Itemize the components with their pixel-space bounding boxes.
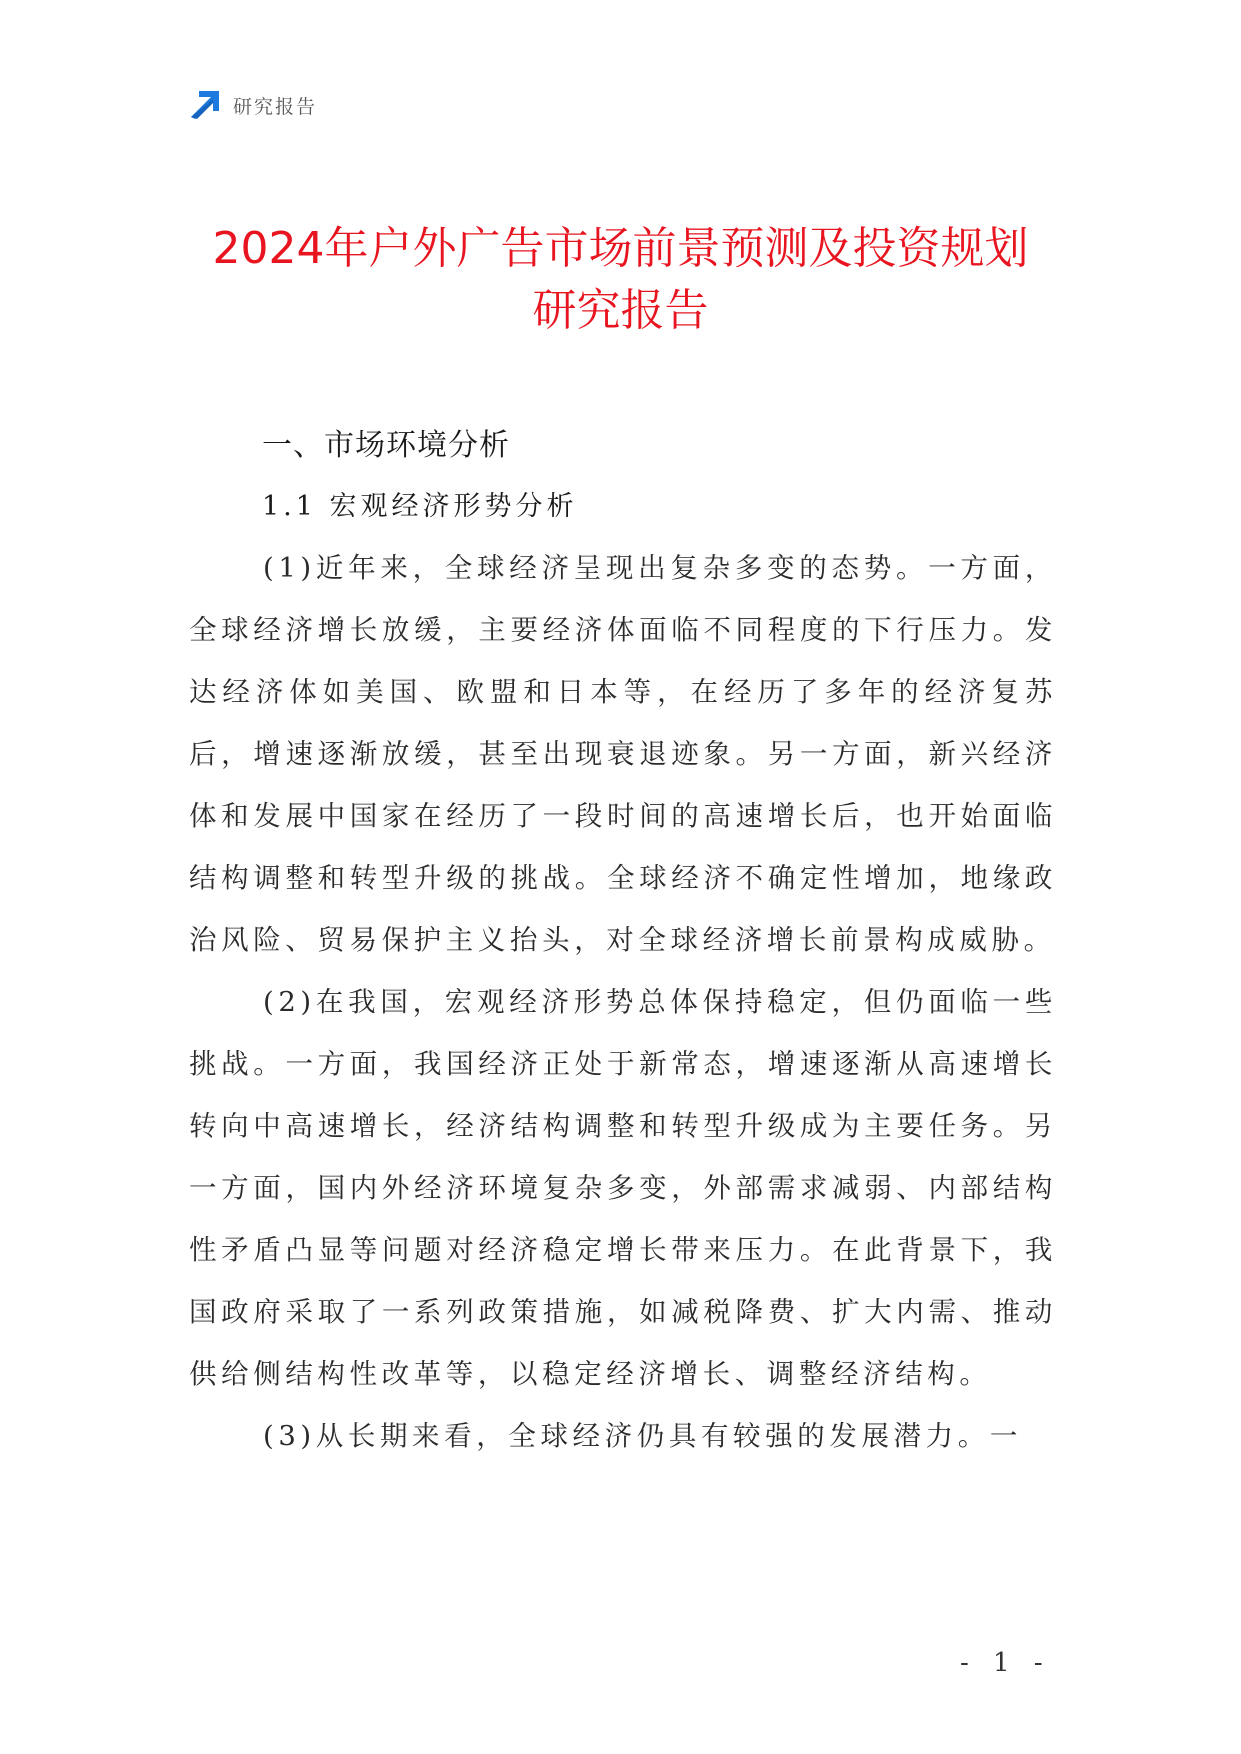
sub-heading: 1.1 宏观经济形势分析	[262, 491, 578, 522]
document-header	[189, 89, 317, 121]
title-line-1: 2024年户外广告市场前景预测及投资规划	[212, 223, 1029, 274]
paragraph-3: (3)从长期来看，全球经济仍具有较强的发展潜力。一	[263, 1420, 1022, 1452]
paragraph-2: (2)在我国，宏观经济形势总体保持稳定，但仍面临一些挑战。一方面，我国经济正处于新常态，增速逐渐从高速增长转向中高速增长，经济结构调整和转型升级成为主要任务。另一方面，国内外经济环境复杂多变，外部需求减弱、内部结构性矛盾凸显等问题对经济稳定增长带来压力。在此背景下，我国政府采取了一系列政策措施，如减税降费、扩大内需、推动供给侧结构性改革等，以稳定经济增长、调整经济结构。	[189, 986, 1057, 1390]
document-title	[150, 218, 1091, 342]
page-number: - 1 -	[960, 1648, 1051, 1678]
arrow-up-right-icon	[189, 89, 221, 121]
section-heading: 一、市场环境分析	[262, 428, 510, 463]
paragraph-1: (1)近年来，全球经济呈现出复杂多变的态势。一方面，全球经济增长放缓，主要经济体面临不同程度的下行压力。发达经济体如美国、欧盟和日本等，在经历了多年的经济复苏后，增速逐渐放缓，甚至出现衰退迹象。另一方面，新兴经济体和发展中国家在经历了一段时间的高速增长后，也开始面临结构调整和转型升级的挑战。全球经济不确定性增加，地缘政治风险、贸易保护主义抬头，对全球经济增长前景构成威胁。	[189, 552, 1057, 956]
title-line-2: 研究报告	[532, 285, 709, 336]
body-text	[189, 537, 1057, 1467]
header-label: 研究报告	[233, 95, 318, 118]
